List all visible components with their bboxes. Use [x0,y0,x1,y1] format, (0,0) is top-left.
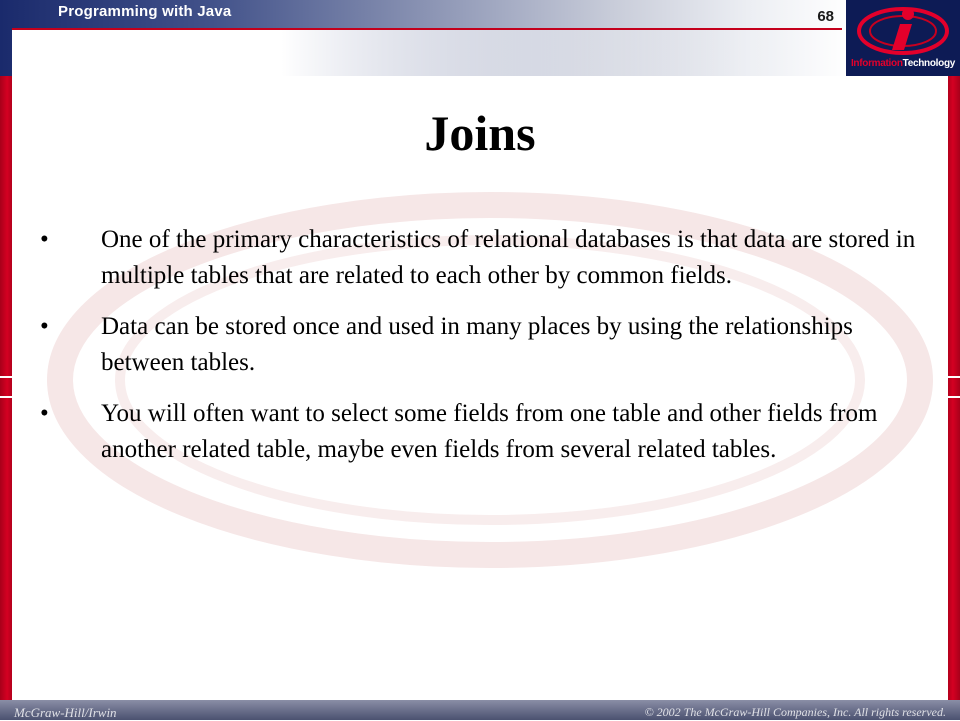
bullet-text: Data can be stored once and used in many places by using the relationships between tables. [101,313,853,376]
bullet-item [40,309,920,381]
bullet-text: One of the primary characteristics of relational databases is that data are stored in multiple tables that are related to each other by common fields. [101,226,916,289]
slide-title: Joins [424,105,536,161]
page-number: 68 [817,8,834,25]
copyright-notice: © 2002 The McGraw-Hill Companies, Inc. All rights reserved. [644,705,946,719]
right-bar-tick [948,396,960,398]
bullet-text: You will often want to select some fields from one table and other fields from another related table, maybe even fields from several related tables. [101,400,878,463]
publisher-name: McGraw-Hill/Irwin [14,705,117,720]
header-divider [12,28,842,30]
header-white-tab [12,30,782,76]
left-bar-tick [0,396,12,398]
bullet-list [40,222,920,483]
course-title: Programming with Java [58,3,232,20]
bullet-marker: • [40,313,49,340]
i-logo-icon [846,0,960,60]
bullet-item [40,396,920,468]
bullet-marker: • [40,226,49,253]
left-accent-bar [0,76,12,700]
logo-wordmark: InformationTechnology [850,58,956,69]
bullet-marker: • [40,400,49,427]
bullet-item [40,222,920,294]
right-bar-tick [948,376,960,378]
right-accent-bar [948,76,960,700]
information-technology-logo [846,0,960,76]
left-bar-tick [0,376,12,378]
